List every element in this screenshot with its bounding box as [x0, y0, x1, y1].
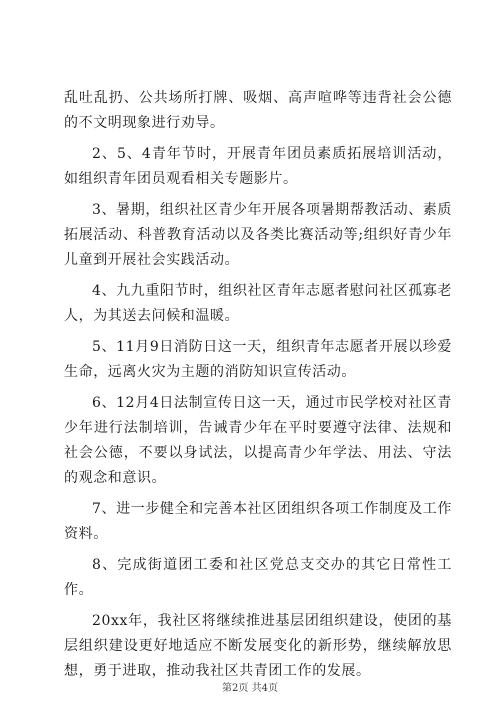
- paragraph-item-5: 5、11月9日消防日这一天，组织青年志愿者开展以珍爱生命，远离火灾为主题的消防知识宣传活动。: [64, 339, 452, 380]
- document-body: [64, 86, 452, 690]
- paragraph-item-4: 4、九九重阳节时，组织社区青年志愿者慰问社区孤寡老人，为其送去问候和温暖。: [64, 283, 452, 324]
- paragraph-item-3: 3、暑期，组织社区青少年开展各项暑期帮教活动、素质拓展活动、科普教育活动以及各类比赛活动等;组织好青少年儿童到开展社会实践活动。: [64, 202, 452, 268]
- page-number-footer: 第2页 共4页: [222, 683, 278, 694]
- paragraph-item-7: 7、进一步健全和完善本社区团组织各项工作制度及工作资料。: [64, 501, 452, 542]
- paragraph-item-2: 2、5、4青年节时，开展青年团员素质拓展培训活动，如组织青年团员观看相关专题影片。: [64, 146, 452, 187]
- paragraph-item-6: 6、12月4日法制宣传日这一天，通过市民学校对社区青少年进行法制培训，告诫青少年在平时要遵守法律、法规和社会公德，不要以身试法，以提高青少年学法、用法、守法的观念和意识。: [64, 395, 452, 486]
- paragraph-summary: 20xx年，我社区将继续推进基层团组织建设，使团的基层组织建设更好地适应不断发展变化的新形势，继续解放思想，勇于进取，推动我社区共青团工作的发展。: [64, 613, 452, 679]
- paragraph-item-8: 8、完成街道团工委和社区党总支交办的其它日常性工作。: [64, 557, 452, 598]
- paragraph-continuation: 乱吐乱扔、公共场所打牌、吸烟、高声喧哗等违背社会公德的不文明现象进行劝导。: [64, 90, 452, 131]
